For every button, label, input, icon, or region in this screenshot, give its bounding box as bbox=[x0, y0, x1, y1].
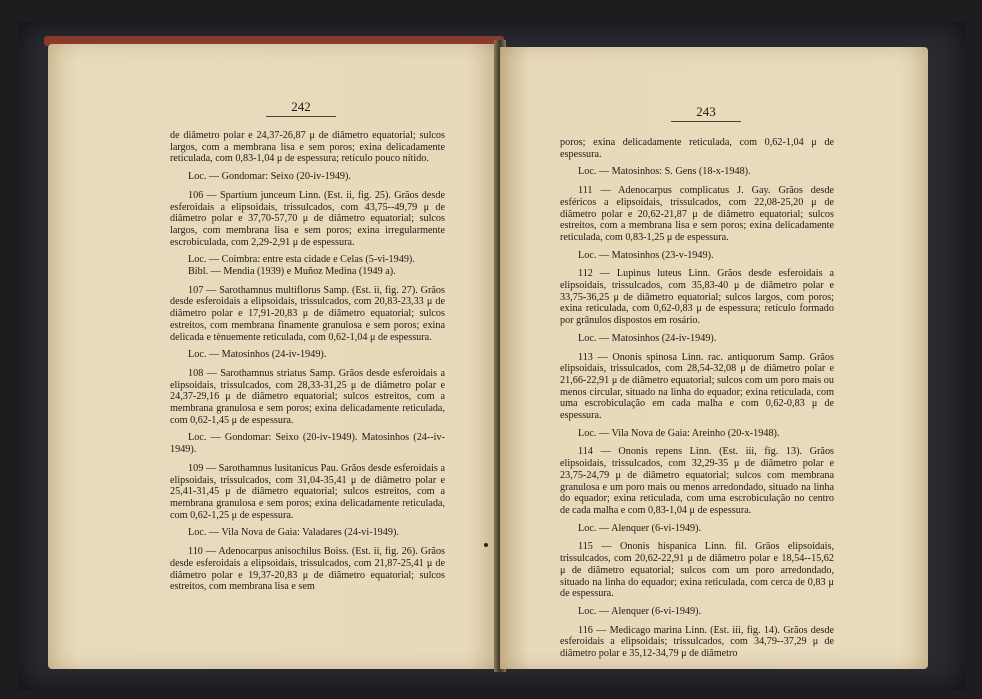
bibliography-line: Bibl. — Mendia (1939) e Muñoz Medina (1949 a). bbox=[188, 266, 396, 278]
locality-line: Loc. — Coimbra: entre esta cidade e Celas (5-vi-1949). bbox=[188, 254, 415, 266]
right-text-column bbox=[560, 137, 834, 666]
locality-line: Loc. — Gondomar: Seixo (20-iv-1949). Matosinhos (24--iv-1949). bbox=[170, 432, 445, 456]
locality-line: Loc. — Matosinhos (24-iv-1949). bbox=[188, 349, 327, 361]
species-entry-106: 106 — Spartium junceum Linn. (Est. ii, fig. 25). Grãos desde esferoidais a elipsoidais, trissulcados, com 43,75--49,79 μ de diâmetro polar e 37,70-57,70 μ de diâmetro equatorial; sulcos largos, com membrana lisa e sem poros; exina irregularmente escrobiculada, com 2,29-2,91 μ de espessura. bbox=[170, 189, 445, 248]
locality-line: Loc. — Gondomar: Seixo (20-iv-1949). bbox=[188, 171, 351, 183]
locality-line: Loc. — Matosinhos (24-iv-1949). bbox=[578, 332, 717, 344]
page-number: 242 bbox=[291, 99, 311, 114]
left-text-column bbox=[170, 130, 445, 599]
locality-line: Loc. — Matosinhos (23-v-1949). bbox=[578, 249, 714, 261]
locality-line: Loc. — Alenquer (6-vi-1949). bbox=[578, 522, 702, 534]
species-entry-112: 112 — Lupinus luteus Linn. Grãos desde esferoidais a elipsoidais, trissulcados, com 35,83-40 μ de diâmetro polar e 33,75-36,25 μ de diâmetro equatorial; sulcos largos, com poros; exina reticulada, com 0,62-0,83 μ de espessura; retículo formado por grânulos dispostos em rosário. bbox=[560, 268, 834, 327]
page-number: 243 bbox=[696, 104, 716, 119]
paragraph: poros; exina delicadamente reticulada, com 0,62-1,04 μ de espessura. bbox=[560, 137, 834, 160]
species-entry-108: 108 — Sarothamnus striatus Samp. Grãos desde esferoidais a elipsoidais, trissulcados, com 28,33-31,25 μ de diâmetro polar e 24,37-29,16 μ de diâmetro equatorial; sulcos estreitos, com a membrana granulosa e sem poros; exina delicadamente reticulada, com 0,62-1,45 μ de espessura. bbox=[170, 367, 445, 426]
locality-line: Loc. — Vila Nova de Gaia: Valadares (24-vi-1949). bbox=[188, 527, 399, 539]
species-entry-110: 110 — Adenocarpus anisochilus Boiss. (Est. ii, fig. 26). Grãos desde esferoidais a elipsoidais, trissulcados, com 21,87-25,41 μ de diâmetro polar e 19,37-20,83 μ de diâmetro equatorial; sulcos estreitos, com membrana lisa e sem bbox=[170, 546, 445, 593]
locality-line: Loc. — Vila Nova de Gaia: Areinho (20-x-1948). bbox=[578, 427, 780, 439]
paragraph: de diâmetro polar e 24,37-26,87 μ de diâmetro equatorial; sulcos largos, com a membrana lisa e sem poros; exina delicadamente reticulada, com 0,83-1,04 μ de espessura; retículo pouco nítido. bbox=[170, 130, 445, 165]
locality-line: Loc. — Alenquer (6-vi-1949). bbox=[578, 605, 702, 617]
locality-line: Loc. — Matosinhos: S. Gens (18-x-1948). bbox=[578, 166, 751, 178]
ink-dot bbox=[484, 543, 488, 547]
page-number-rule bbox=[671, 121, 741, 122]
species-entry-113: 113 — Ononis spinosa Linn. rac. antiquorum Samp. Grãos elipsoidais, trissulcados, com 28,54-32,08 μ de diâmetro polar e 21,66-22,91 μ de diâmetro equatorial; sulcos com um poro mais ou menos circular, situado na linha do equador; exina reticulada, com uma escrobiculação em cada malha e com 0,62-0,83 μ de espessura. bbox=[560, 351, 834, 422]
species-entry-109: 109 — Sarothamnus lusitanicus Pau. Grãos desde esferoidais a elipsoidais, trissulcados, com 31,04-35,41 μ de diâmetro polar e 25,41-31,45 μ de diâmetro equatorial; sulcos estreitos, com a membrana granulosa e sem poros; exina delicadamente reticulada, com 0,62-1,25 μ de espessura. bbox=[170, 462, 445, 521]
page-number-rule bbox=[266, 116, 336, 117]
right-page bbox=[500, 47, 928, 669]
species-entry-111: 111 — Adenocarpus complicatus J. Gay. Grãos desde esféricos a elipsoidais, trissulcados, com 22,08-25,20 μ de diâmetro polar e 20,62-21,87 μ de diâmetro equatorial; sulcos estreitos, com a membrana lisa e sem poros; exina delicadamente reticulada, com 0,83-1,25 μ de espessura. bbox=[560, 185, 834, 243]
species-entry-114: 114 — Ononis repens Linn. (Est. iii, fig. 13). Grãos elipsoidais, trissulcados, com 32,29-35 μ de diâmetro polar e 23,75-24,79 μ de diâmetro equatorial; sulcos com membrana granulosa e um poro mais ou menos arredondado, situado na linha do equador; exina reticulada, com uma escrobiculação no centro de cada malha e com 0,83-1,04 μ de espessura. bbox=[560, 446, 834, 516]
species-entry-116: 116 — Medicago marina Linn. (Est. iii, fig. 14). Grãos desde esferoidais a elipsoidais; trissulcados, com 34,79--37,29 μ de diâmetro polar e 35,12-34,79 μ de diâmetro bbox=[560, 624, 834, 660]
species-entry-115: 115 — Ononis hispanica Linn. fil. Grãos elipsoidais, trissulcados, com 20,62-22,91 μ de diâmetro polar e 18,54--15,62 μ de diâmetro equatorial; sulcos com um poro arredondado, situado na linha do equador; exina reticulada, com cerca de 0,83 μ de espessura. bbox=[560, 541, 834, 600]
species-entry-107: 107 — Sarothamnus multiflorus Samp. (Est. ii, fig. 27). Grãos desde esferoidais a elipsoidais, trissulcados, com 20,83-23,33 μ de diâmetro polar e 17,91-20,83 μ de diâmetro equatorial; sulcos estreitos, com membrana finamente granulosa e sem poros; exina delicada e tènuemente reticulada, com 0,62-1,04 μ de espessura. bbox=[170, 284, 445, 343]
left-page bbox=[48, 44, 500, 669]
